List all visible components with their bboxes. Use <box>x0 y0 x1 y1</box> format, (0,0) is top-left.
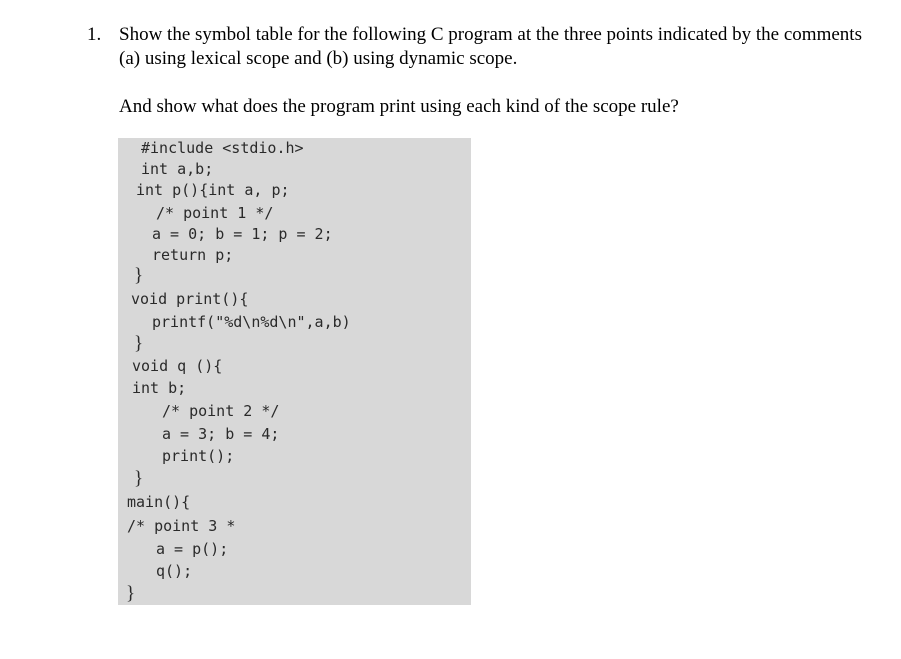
code-line-func-print: void print(){ <box>131 290 249 308</box>
question-number: 1. <box>87 24 102 45</box>
code-line-local-b: int b; <box>132 379 187 397</box>
code-block <box>118 138 471 605</box>
code-line-return: return p; <box>152 246 234 264</box>
code-line-assign-1: a = 0; b = 1; p = 2; <box>152 225 333 243</box>
code-line-point-2: /* point 2 */ <box>162 402 280 420</box>
question-text-line-3: And show what does the program print using each kind of the scope rule? <box>119 96 679 117</box>
code-line-func-p: int p(){int a, p; <box>136 181 290 199</box>
code-line-call-p: a = p(); <box>156 540 229 558</box>
code-line-call-q: q(); <box>156 562 193 580</box>
code-line-include: #include <stdio.h> <box>141 139 304 157</box>
code-line-point-1: /* point 1 */ <box>156 204 274 222</box>
code-line-close-q: } <box>134 468 144 489</box>
code-line-close-main: } <box>126 583 136 604</box>
question-text-line-2: (a) using lexical scope and (b) using dynamic scope. <box>119 48 518 69</box>
code-line-printf: printf("%d\n%d\n",a,b) <box>152 313 351 331</box>
question-text-line-1: Show the symbol table for the following C program at the three points indicated by the comments <box>119 24 862 45</box>
code-line-assign-2: a = 3; b = 4; <box>162 425 280 443</box>
code-line-point-3: /* point 3 * <box>127 517 236 535</box>
code-line-close-p: } <box>134 265 144 286</box>
code-line-close-print: } <box>134 333 144 354</box>
code-line-call-print: print(); <box>162 447 235 465</box>
code-line-globals: int a,b; <box>141 160 214 178</box>
code-line-main: main(){ <box>127 493 191 511</box>
code-line-func-q: void q (){ <box>132 357 223 375</box>
